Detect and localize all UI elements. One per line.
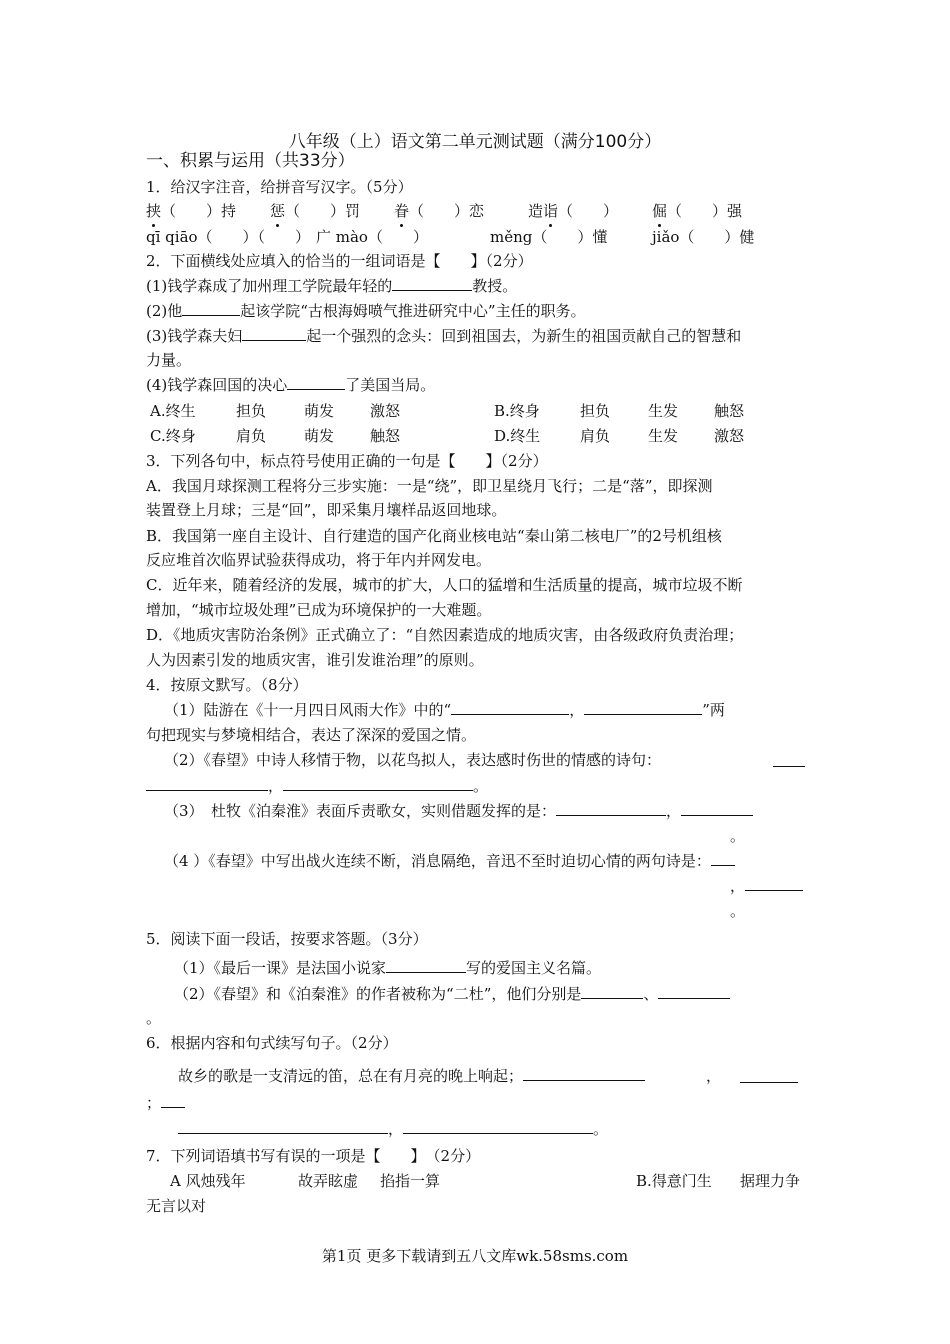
answer-blank[interactable]: [283, 776, 473, 791]
question-4-part-3: （3） 杜牧《泊秦淮》表面斥责歌女，实则借题发挥的是： ，: [164, 801, 753, 821]
question-3-stem: 3．下列各句中，标点符号使用正确的一句是【 】（2分）: [146, 452, 548, 470]
answer-blank[interactable]: [451, 700, 569, 715]
question-4-part-1-cont: 句把现实与梦境相结合，表达了深深的爱国之情。: [146, 726, 477, 744]
emphasis-dot-char: 倔: [652, 202, 668, 220]
answer-blank[interactable]: [584, 700, 702, 715]
hanzi-item: 惩（ ）罚: [270, 202, 361, 220]
question-7-option-c: 无言以对: [146, 1197, 207, 1215]
emphasis-dot-char: 眷: [394, 202, 410, 220]
hanzi-item: 挟（ ）持: [146, 202, 237, 220]
answer-blank[interactable]: [745, 876, 803, 891]
answer-blank[interactable]: [386, 958, 466, 973]
option-word: 据理力争: [740, 1172, 801, 1190]
option-word: A.终生: [150, 402, 196, 420]
question-4-part-4-end: 。: [730, 902, 746, 920]
answer-blank[interactable]: [182, 301, 240, 316]
option-word: 肩负: [580, 427, 611, 445]
question-4-part-3-end: 。: [730, 827, 746, 845]
hanzi-item: 倔（ ）强: [652, 202, 743, 220]
option-word: 担负: [236, 402, 267, 420]
question-2-sentence-2: (2)他 起该学院“古根海姆喷气推进研究中心”主任的职务。: [146, 302, 586, 320]
question-4-part-4-cont: ，: [730, 876, 803, 896]
answer-blank[interactable]: [658, 984, 730, 999]
option-word: 掐指一算: [380, 1172, 441, 1190]
answer-blank[interactable]: [773, 752, 805, 767]
option-word: 生发: [648, 402, 679, 420]
answer-blank[interactable]: [161, 1093, 185, 1108]
option-word: B.得意门生: [636, 1172, 712, 1190]
pinyin-item: jiǎo（ ）健: [652, 228, 755, 246]
option-d-line-2: 人为因素引发的地质灾害，谁引发谁治理”的原则。: [146, 651, 484, 669]
question-4-part-2-cont: ， 。: [146, 776, 488, 796]
question-2-sentence-3: (3)钱学森夫妇 起一个强烈的念头：回到祖国去，为新生的祖国贡献自己的智慧和: [146, 327, 742, 345]
answer-blank[interactable]: [392, 276, 472, 291]
question-5-stem: 5．阅读下面一段话，按要求答题。（3分）: [146, 930, 428, 948]
question-1-stem: 1．给汉字注音，给拼音写汉字。（5分）: [146, 178, 413, 196]
pinyin-item: měng（ ）懂: [490, 228, 608, 246]
option-word: B.终身: [494, 402, 540, 420]
question-6-cont-2: ， 。: [178, 1119, 608, 1139]
question-4-part-2: （2）《春望》中诗人移情于物，以花鸟拟人，表达感时伤世的情感的诗句：: [164, 751, 662, 769]
option-word: 故弄眩虚: [298, 1172, 359, 1190]
option-b-line-2: 反应堆首次临界试验获得成功，将于年内并网发电。: [146, 551, 492, 569]
question-7-stem: 7．下列词语填书写有误的一项是【 】 （2分）: [146, 1147, 481, 1165]
emphasis-dot-char: 惩: [270, 202, 286, 220]
question-2-sentence-1: (1)钱学森成了加州理工学院最年轻的 教授。: [146, 277, 518, 295]
answer-blank[interactable]: [178, 1119, 388, 1134]
answer-blank[interactable]: [523, 1066, 645, 1081]
question-4-part-1: （1）陆游在《十一月四日风雨大作》中的“ ， ”两: [164, 701, 725, 719]
pinyin-item: 广 mào（ ）: [316, 228, 428, 246]
question-2-sentence-4: (4)钱学森回国的决心 了美国当局。: [146, 376, 436, 394]
option-word: 生发: [648, 427, 679, 445]
answer-blank[interactable]: [242, 326, 306, 341]
question-6-comma: ，: [706, 1067, 722, 1085]
option-word: 触怒: [370, 427, 401, 445]
option-word: C.终身: [150, 427, 196, 445]
answer-blank[interactable]: [681, 801, 753, 816]
question-6-stem: 6．根据内容和句式续写句子。（2分）: [146, 1034, 398, 1052]
answer-blank[interactable]: [146, 776, 268, 791]
question-6-prompt: 故乡的歌是一支清远的笛，总在有月亮的晚上响起；: [178, 1066, 645, 1086]
question-2-stem: 2．下面横线处应填入的恰当的一组词语是【 】（2分）: [146, 252, 533, 270]
answer-blank[interactable]: [403, 1119, 593, 1134]
option-word: 萌发: [304, 402, 335, 420]
option-b-line-1: B．我国第一座自主设计、自行建造的国产化商业核电站“秦山第二核电厂”的2号机组核: [146, 527, 722, 545]
option-word: 激怒: [370, 402, 401, 420]
answer-blank[interactable]: [556, 801, 666, 816]
question-4-part-4: （4 ）《春望》中写出战火连续不断，消息隔绝，音迅不至时迫切心情的两句诗是：: [164, 851, 735, 871]
option-word: 肩负: [236, 427, 267, 445]
hanzi-item: 造诣（ ）: [528, 202, 619, 220]
answer-blank[interactable]: [740, 1068, 798, 1083]
answer-blank[interactable]: [581, 984, 643, 999]
question-4-stem: 4．按原文默写。（8分）: [146, 676, 308, 694]
pinyin-item: qī qiāo（ ）（ ）: [146, 228, 311, 246]
option-a-line-2: 装置登上月球；三是“回”，即采集月壤样品返回地球。: [146, 501, 507, 519]
question-2-sentence-3-cont: 力量。: [146, 351, 192, 369]
option-word: D.终生: [494, 427, 541, 445]
hanzi-item: 眷（ ）恋: [394, 202, 485, 220]
option-word: 触怒: [714, 402, 745, 420]
page-footer: 第1页 更多下载请到五八文库wk.58sms.com: [321, 1247, 629, 1265]
answer-blank[interactable]: [711, 851, 735, 866]
question-5-part-1: （1）《最后一课》是法国小说家 写的爱国主义名篇。: [174, 959, 602, 977]
emphasis-dot-char: 诣: [543, 202, 559, 220]
option-d-line-1: D．《地质灾害防治条例》正式确立了：“自然因素造成的地质灾害，由各级政府负责治理；: [146, 626, 744, 644]
emphasis-dot-char: 挟: [146, 202, 162, 220]
page-title: 八年级（上）语文第二单元测试题（满分100分）: [288, 132, 662, 152]
answer-blank[interactable]: [287, 375, 345, 390]
option-word: 担负: [580, 402, 611, 420]
option-word: 激怒: [714, 427, 745, 445]
option-word: 萌发: [304, 427, 335, 445]
question-5-part-2: （2）《春望》和《泊秦淮》的作者被称为“二杜”，他们分别是 、: [174, 984, 730, 1004]
question-5-part-2-end: 。: [146, 1009, 162, 1027]
option-a-line-1: A．我国月球探测工程将分三步实施：一是“绕”，即卫星绕月飞行；二是“落”，即探测: [146, 477, 713, 495]
option-word: A 风烛残年: [170, 1172, 246, 1190]
question-6-cont: ；: [146, 1093, 185, 1113]
option-c-line-1: C．近年来，随着经济的发展，城市的扩大，人口的猛增和生活质量的提高，城市垃圾不断: [146, 576, 743, 594]
option-c-line-2: 增加，“城市垃圾处理”已成为环境保护的一大难题。: [146, 601, 492, 619]
section-heading: 一、积累与运用（共33分）: [146, 151, 355, 171]
